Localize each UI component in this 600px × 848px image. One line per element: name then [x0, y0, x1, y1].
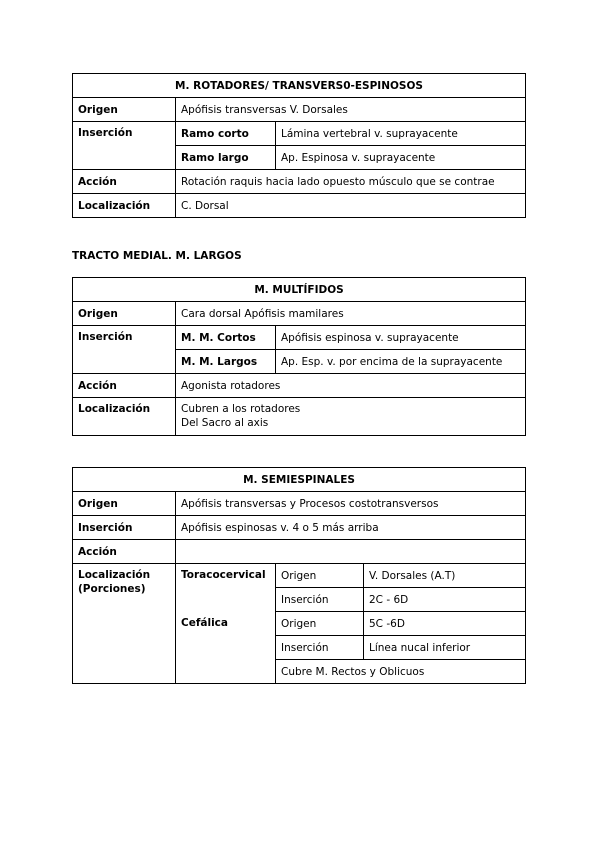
- semiespinales-accion-label: Acción: [73, 540, 176, 564]
- multifidos-localizacion-label: Localización: [73, 398, 176, 436]
- semiespinales-accion: [176, 540, 526, 564]
- rotadores-corto-label: Ramo corto: [176, 122, 276, 146]
- rotadores-largo: Ap. Espinosa v. suprayacente: [276, 146, 526, 170]
- cefalica-label: Cefálica: [176, 612, 276, 684]
- rotadores-corto: Lámina vertebral v. suprayacente: [276, 122, 526, 146]
- semiespinales-localizacion-label-line1: Localización: [78, 569, 151, 581]
- cefalica-insercion: Línea nucal inferior: [364, 636, 526, 660]
- multifidos-largos-label: M. M. Largos: [176, 350, 276, 374]
- semiespinales-origen-label: Origen: [73, 492, 176, 516]
- rotadores-origen: Apófisis transversas V. Dorsales: [176, 98, 526, 122]
- semiespinales-localizacion-label-line2: (Porciones): [78, 583, 146, 595]
- cefalica-origen-label: Origen: [276, 612, 364, 636]
- semiespinales-table: [72, 467, 526, 684]
- semiespinales-localizacion-label: [73, 564, 176, 684]
- rotadores-insercion-label: Inserción: [73, 122, 176, 170]
- toraco-insercion-label: Inserción: [276, 588, 364, 612]
- semiespinales-insercion-label: Inserción: [73, 516, 176, 540]
- multifidos-localizacion-line1: Cubren a los rotadores: [181, 403, 301, 415]
- semiespinales-title: M. SEMIESPINALES: [73, 468, 526, 492]
- multifidos-largos: Ap. Esp. v. por encima de la suprayacente: [276, 350, 526, 374]
- rotadores-accion: Rotación raquis hacia lado opuesto músculo que se contrae: [176, 170, 526, 194]
- cefalica-insercion-label: Inserción: [276, 636, 364, 660]
- toraco-origen-label: Origen: [276, 564, 364, 588]
- multifidos-table: [72, 277, 526, 436]
- rotadores-origen-label: Origen: [73, 98, 176, 122]
- multifidos-insercion-label: Inserción: [73, 326, 176, 374]
- multifidos-cortos-label: M. M. Cortos: [176, 326, 276, 350]
- cefalica-origen: 5C -6D: [364, 612, 526, 636]
- rotadores-localizacion: C. Dorsal: [176, 194, 526, 218]
- section-title: TRACTO MEDIAL. M. LARGOS: [72, 250, 242, 262]
- multifidos-title: M. MULTÍFIDOS: [73, 278, 526, 302]
- semiespinales-insercion: Apófisis espinosas v. 4 o 5 más arriba: [176, 516, 526, 540]
- rotadores-localizacion-label: Localización: [73, 194, 176, 218]
- cefalica-nota: Cubre M. Rectos y Oblicuos: [276, 660, 526, 684]
- multifidos-cortos: Apófisis espinosa v. suprayacente: [276, 326, 526, 350]
- toraco-insercion: 2C - 6D: [364, 588, 526, 612]
- toraco-label: Toracocervical: [176, 564, 276, 612]
- multifidos-localizacion: [176, 398, 526, 436]
- multifidos-accion-label: Acción: [73, 374, 176, 398]
- rotadores-table: [72, 73, 526, 218]
- semiespinales-origen: Apófisis transversas y Procesos costotransversos: [176, 492, 526, 516]
- rotadores-accion-label: Acción: [73, 170, 176, 194]
- rotadores-title: M. ROTADORES/ TRANSVERS0-ESPINOSOS: [73, 74, 526, 98]
- multifidos-accion: Agonista rotadores: [176, 374, 526, 398]
- toraco-origen: V. Dorsales (A.T): [364, 564, 526, 588]
- multifidos-localizacion-line2: Del Sacro al axis: [181, 417, 269, 429]
- rotadores-largo-label: Ramo largo: [176, 146, 276, 170]
- multifidos-origen: Cara dorsal Apófisis mamilares: [176, 302, 526, 326]
- multifidos-origen-label: Origen: [73, 302, 176, 326]
